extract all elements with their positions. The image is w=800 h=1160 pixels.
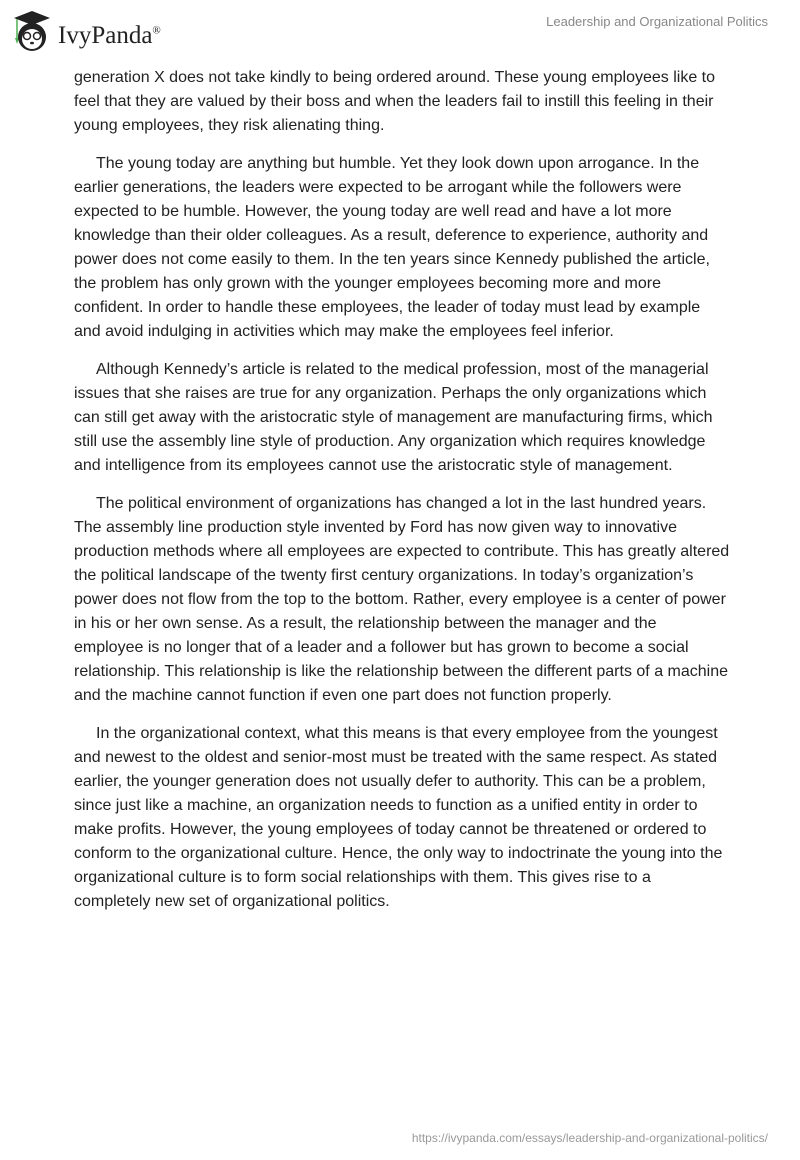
paragraph: The political environment of organizations has changed a lot in the last hundred years. The assembly line production style invented by Ford has now given way to innovative production methods where all employees are expected to contribute. This has greatly altered the political landscape of the twenty first century organizations. In today’s organization’s power does not flow from the top to the bottom. Rather, every employee is a center of power in his or her own sense. As a result, the relationship between the manager and the employee is no longer that of a leader and a follower but has grown to become a social relationship. This relationship is like the relationship between the different parts of a machine and the machine cannot function if even one part does not function properly. (74, 495, 730, 704)
paragraph: The young today are anything but humble. Yet they look down upon arrogance. In the earlier generations, the leaders were expected to be arrogant while the followers were expected to be humble. However, the young today are well read and have a lot more knowledge than their older colleagues. As a result, deference to experience, authority and power does not come easily to them. In the ten years since Kennedy published the article, the problem has only grown with the younger employees becoming more and more confident. In order to handle these employees, the leader of today must lead by example and avoid indulging in activities which may make the employees feel inferior. (74, 155, 710, 340)
document-title: Leadership and Organizational Politics (546, 14, 768, 29)
brand-name: IvyPanda (58, 22, 153, 49)
paragraph: Although Kennedy’s article is related to the medical profession, most of the managerial issues that she raises are true for any organization. Perhaps the only organizations which can still get away with the aristocratic style of management are manufacturing firms, which still use the assembly line style of production. Any organization which requires knowledge and intelligence from its employees cannot use the aristocratic style of management. (74, 361, 713, 474)
source-url-link[interactable]: https://ivypanda.com/essays/leadership-and-organizational-politics/ (411, 1131, 768, 1145)
registered-mark: ® (152, 24, 161, 37)
essay-body (74, 66, 730, 928)
panda-graduate-icon (12, 8, 52, 54)
ivypanda-logo[interactable] (12, 8, 161, 54)
paragraph: generation X does not take kindly to being ordered around. These young employees like to feel that they are valued by their boss and when the leaders fail to instill this feeling in their young employees, they risk alienating thing. (74, 69, 716, 134)
paragraph: In the organizational context, what this means is that every employee from the youngest and newest to the oldest and senior-most must be treated with the same respect. As stated earlier, the younger generation does not usually defer to authority. This can be a problem, since just like a machine, an organization needs to function as a unified entity in order to make profits. However, the young employees of today cannot be threatened or ordered to conform to the organizational culture. Hence, the only way to indoctrinate the young into the organizational culture is to form social relationships with them. This gives rise to a completely new set of organizational politics. (74, 725, 723, 910)
